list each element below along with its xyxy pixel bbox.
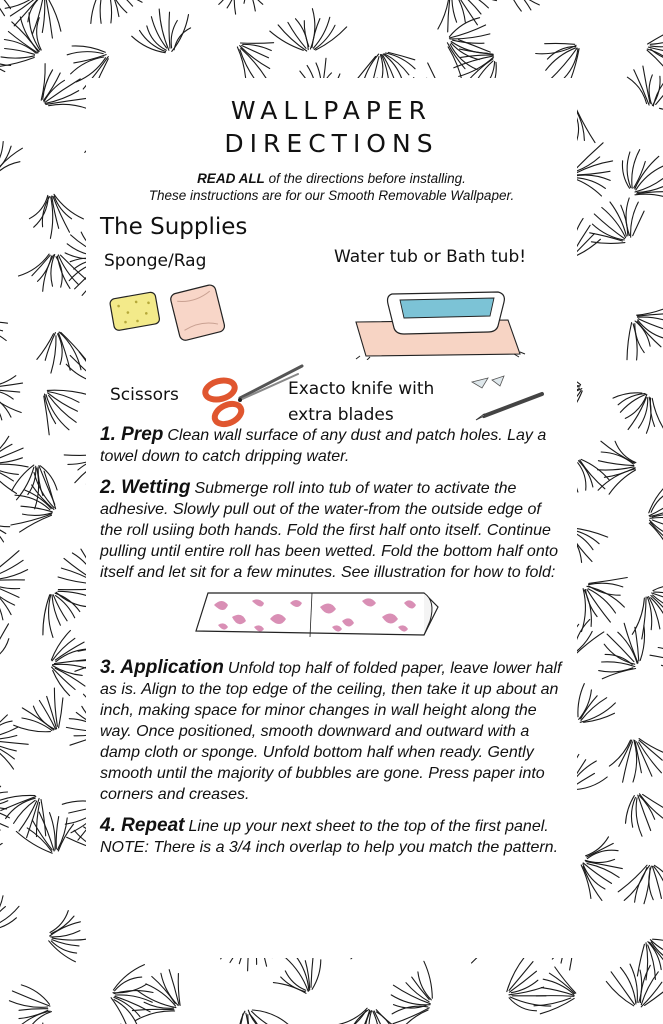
step-3	[100, 657, 563, 805]
supply-label-scissors: Scissors	[110, 385, 179, 405]
supplies-grid	[100, 242, 563, 425]
step-3-heading: 3. Application	[100, 657, 224, 678]
intro-text	[100, 170, 563, 204]
step-3-text: Unfold top half of folded paper, leave lower half as is. Align to the top edge of the ceiling, then take it up about an inch, making space for minor changes in wall height along the way. Once positioned, smooth downward and outward with a damp cloth or sponge. Unfold bottom half when ready. Gently smooth until the majority of bubbles are gone. Press paper into corners and creases.	[100, 660, 562, 803]
title-line-1: WALLPAPER	[230, 96, 433, 125]
step-2-heading: 2. Wetting	[100, 477, 191, 498]
step-1-text: Clean wall surface of any dust and patch holes. Lay a towel down to catch dripping water.	[100, 427, 547, 465]
step-1-heading: 1. Prep	[100, 424, 164, 445]
supply-label-knife-2: extra blades	[288, 405, 394, 425]
bath-tub-icon	[348, 280, 528, 360]
sponge-rag-icon	[106, 278, 232, 358]
intro-rest: of the directions before installing.	[264, 171, 466, 186]
folded-wallpaper-illustration	[192, 587, 442, 647]
step-4-heading: 4. Repeat	[100, 815, 185, 836]
supplies-heading: The Supplies	[100, 214, 248, 240]
step-4-text: Line up your next sheet to the top of the first panel. NOTE: There is a 3/4 inch overlap to help you match the pattern.	[100, 818, 559, 856]
step-2	[100, 477, 563, 583]
supply-label-sponge: Sponge/Rag	[104, 251, 207, 271]
step-1	[100, 424, 563, 467]
exacto-knife-icon	[454, 374, 550, 430]
intro-line-2: These instructions are for our Smooth Removable Wallpaper.	[148, 188, 515, 203]
title-line-2: DIRECTIONS	[224, 129, 439, 158]
supply-label-knife-1: Exacto knife with	[288, 379, 435, 399]
intro-bold: READ ALL	[197, 171, 265, 186]
page-title	[100, 94, 563, 160]
directions-panel	[86, 78, 577, 958]
step-2-text: Submerge roll into tub of water to activate the adhesive. Slowly pull out of the water-from the outside edge of the roll usiing both hands. Fold the first half onto itself. Continue pulling until entire roll has been wetted. Fold the bottom half onto itself and let sit for a few minutes. See illustration for how to fold:	[100, 480, 559, 581]
step-4	[100, 815, 563, 858]
supply-label-tub: Water tub or Bath tub!	[334, 247, 527, 267]
